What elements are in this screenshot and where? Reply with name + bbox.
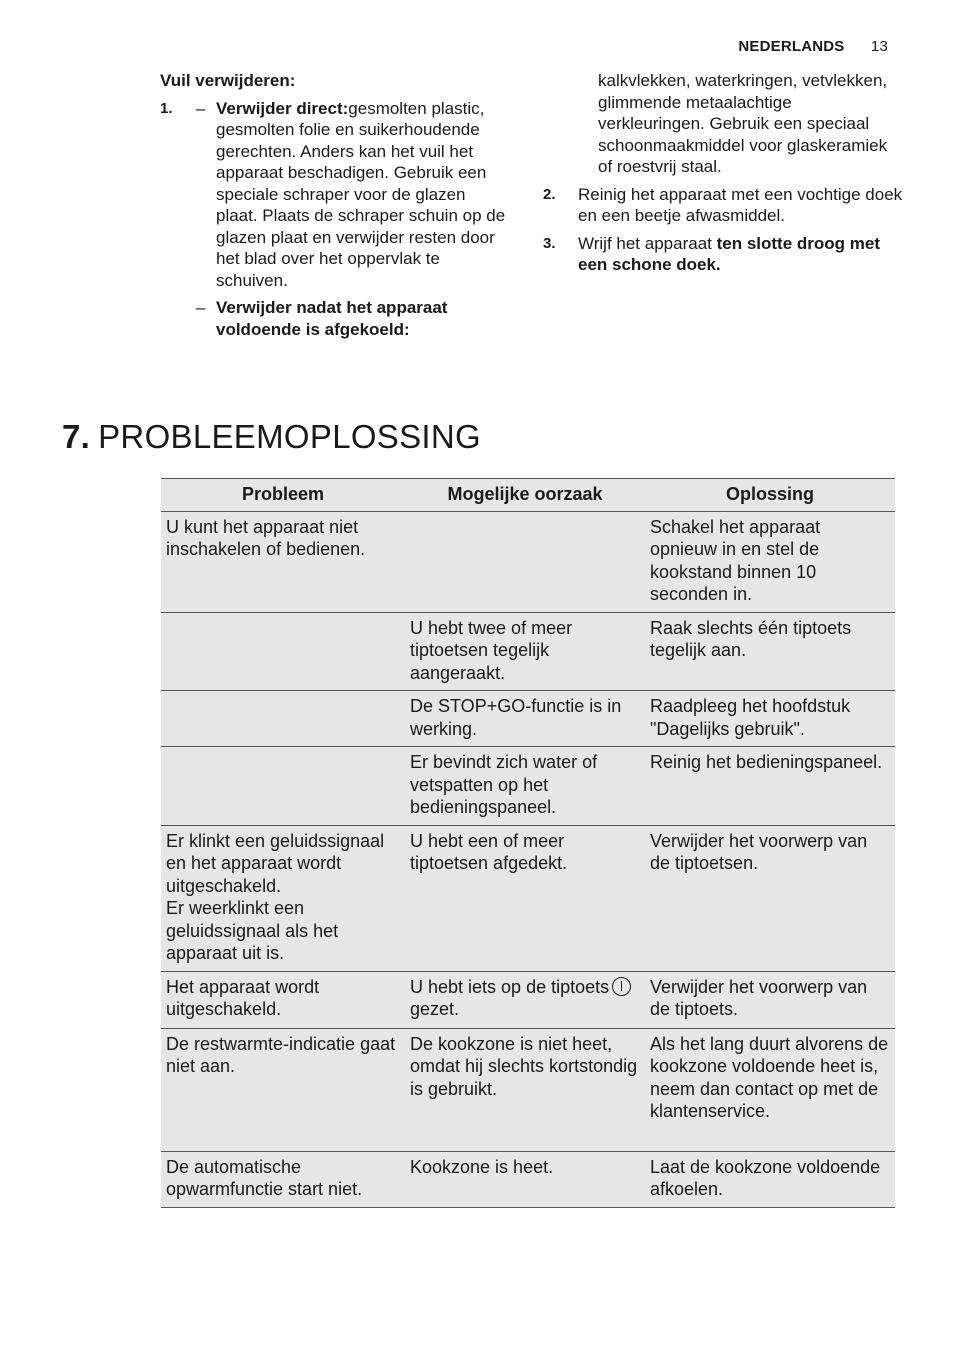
table-row [161, 1028, 895, 1151]
chapter-number: 7. [62, 418, 91, 455]
problem-cell [161, 691, 405, 747]
cleaning-step-3 [543, 233, 903, 276]
step-text-bold: ten slotte droog met een schone doek. [578, 233, 880, 274]
dash-bullet: – [196, 98, 206, 118]
cause-cell: De kookzone is niet heet, omdat hij slechts kortstondig is gebruikt. [405, 1028, 645, 1151]
problem-cell [161, 825, 405, 971]
table-row [161, 511, 895, 612]
step-number: 1. [160, 99, 173, 117]
chapter-heading [62, 418, 481, 456]
step-text [578, 233, 903, 276]
cleaning-step-1 [160, 98, 510, 347]
problem-cell [161, 747, 405, 826]
problem-text-extra: Er weerklinkt een geluidssignaal als het apparaat uit is. [166, 898, 339, 963]
step-1-items [196, 98, 510, 347]
solution-cell: Verwijder het voorwerp van de tiptoetsen. [645, 825, 895, 971]
problem-cell: De restwarmte-indicatie gaat niet aan. [161, 1028, 405, 1151]
step-1-item-1 [196, 98, 510, 292]
column-header-cause: Mogelijke oorzaak [405, 479, 645, 512]
item-bold-lead: Verwijder direct: [216, 98, 349, 118]
item-text [216, 98, 510, 292]
problem-cell: Het apparaat wordt uitgeschakeld. [161, 971, 405, 1028]
problem-cell [161, 612, 405, 691]
cause-cell: Kookzone is heet. [405, 1151, 645, 1207]
solution-cell: Raak slechts één tiptoets tegelijk aan. [645, 612, 895, 691]
table-row [161, 1151, 895, 1207]
solution-cell: Verwijder het voorwerp van de tiptoets. [645, 971, 895, 1028]
cleaning-step-2 [543, 184, 903, 227]
table-row [161, 691, 895, 747]
page-header [738, 38, 888, 55]
cleaning-right-column [543, 70, 903, 282]
table-row [161, 825, 895, 971]
problem-cell: U kunt het apparaat niet inschakelen of bedienen. [161, 511, 405, 612]
item-body: gesmolten plastic, gesmolten folie en suikerhoudende gerechten. Anders kan het vuil het apparaat beschadigen. Gebruik een speciale schraper voor de glazen plaat. Plaats de schraper schuin op de glazen plaat en verwijder resten door het blad over het oppervlak te schuiven. [216, 98, 506, 290]
step-1-item-2-continued: kalkvlekken, waterkringen, vetvlekken, glimmende metaalachtige verkleuringen. Gebruik een speciaal schoonmaakmiddel voor glaskeramiek of roestvrij staal. [598, 71, 888, 176]
dash-bullet: – [196, 298, 206, 317]
cause-cell: U hebt twee of meer tiptoetsen tegelijk aangeraakt. [405, 612, 645, 691]
step-text: Reinig het apparaat met een vochtige doek en een beetje afwasmiddel. [578, 184, 903, 225]
power-icon [612, 977, 631, 996]
table-header-row [161, 479, 895, 512]
problem-cell: De automatische opwarmfunctie start niet. [161, 1151, 405, 1207]
solution-cell: Schakel het apparaat opnieuw in en stel de kookstand binnen 10 seconden in. [645, 511, 895, 612]
problem-text: Er klinkt een geluidssignaal en het apparaat wordt uitgeschakeld. [166, 830, 385, 896]
cause-cell [405, 511, 645, 612]
solution-cell: Als het lang duurt alvorens de kookzone voldoende heet is, neem dan contact op met de klantenservice. [645, 1028, 895, 1151]
solution-cell: Reinig het bedieningspaneel. [645, 747, 895, 826]
cause-cell: U hebt een of meer tiptoetsen afgedekt. [405, 825, 645, 971]
table-row [161, 612, 895, 691]
table-row [161, 971, 895, 1028]
cause-cell: De STOP+GO-functie is in werking. [405, 691, 645, 747]
cause-cell [405, 971, 645, 1028]
chapter-title: PROBLEEMOPLOSSING [98, 418, 482, 455]
column-header-solution: Oplossing [645, 479, 895, 512]
troubleshooting-table [161, 478, 895, 1208]
cause-text-pre: U hebt iets op de tiptoets [410, 976, 610, 997]
cause-cell: Er bevindt zich water of vetspatten op het bedieningspaneel. [405, 747, 645, 826]
item-bold-lead: Verwijder nadat het apparaat voldoende is afgekoeld: [216, 298, 448, 339]
page-number: 13 [870, 38, 888, 55]
step-number: 2. [543, 185, 556, 203]
step-1-item-2 [196, 297, 510, 340]
table-row [161, 747, 895, 826]
cause-text-post: gezet. [410, 999, 460, 1019]
step-number: 3. [543, 234, 556, 252]
item-text [216, 297, 510, 340]
solution-cell: Laat de kookzone voldoende afkoelen. [645, 1151, 895, 1207]
cleaning-title: Vuil verwijderen: [160, 71, 296, 90]
step-text-normal: Wrijf het apparaat [578, 233, 717, 253]
header-language: NEDERLANDS [738, 38, 845, 55]
column-header-problem: Probleem [161, 479, 405, 512]
solution-cell: Raadpleeg het hoofdstuk "Dagelijks gebruik". [645, 691, 895, 747]
cleaning-left-column [160, 70, 510, 346]
